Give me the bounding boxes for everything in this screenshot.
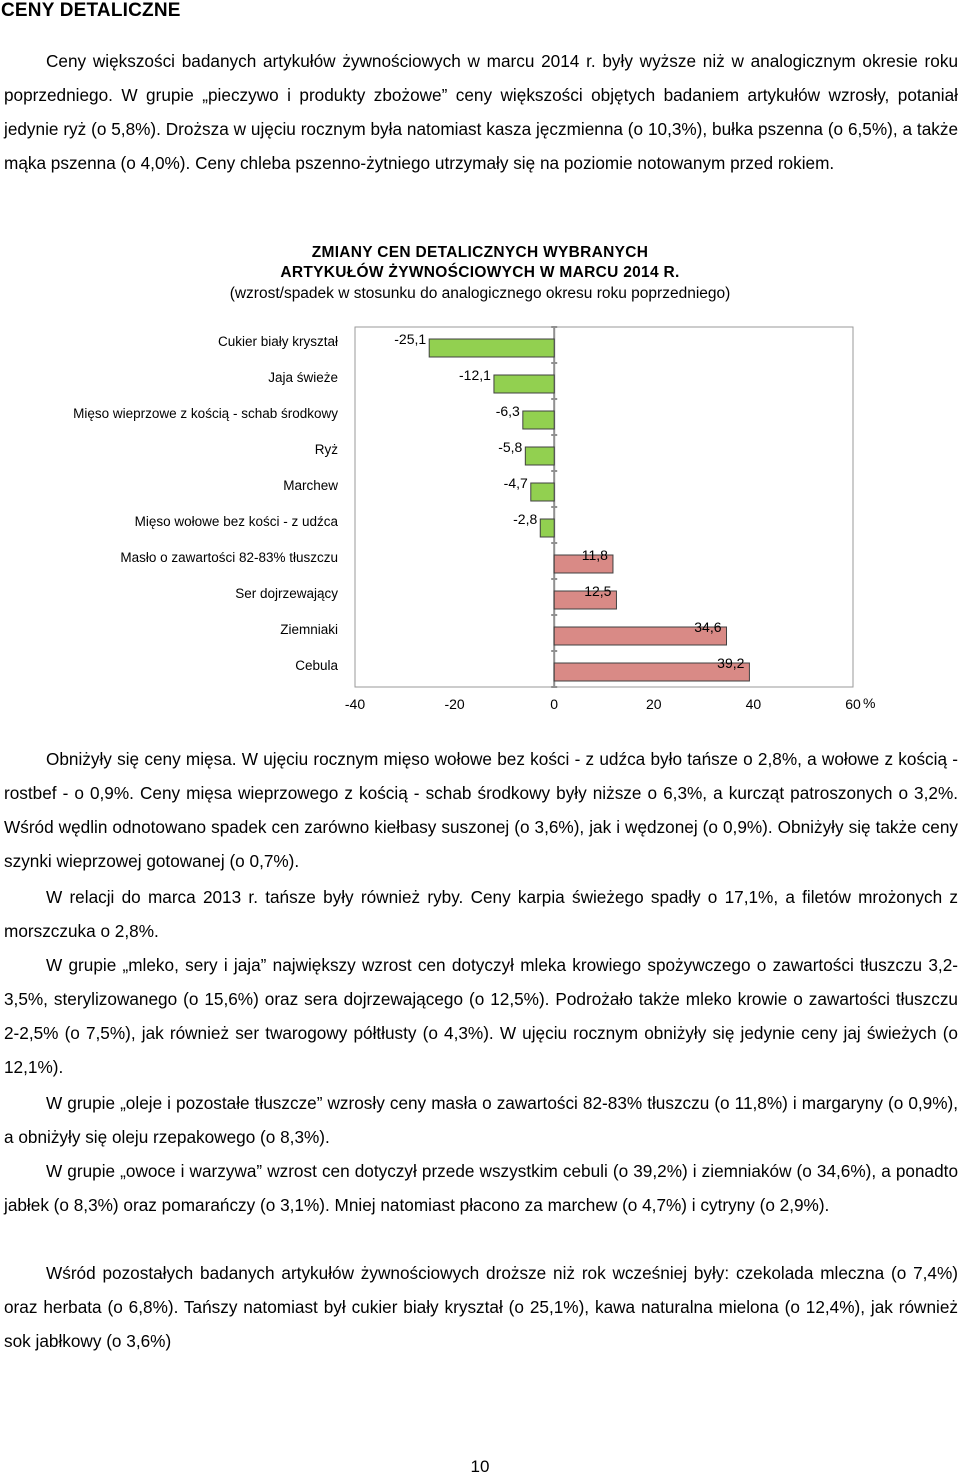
data-label: -12,1 (459, 367, 491, 383)
paragraph-oils: W grupie „oleje i pozostałe tłuszcze” wzrosły ceny masła o zawartości 82-83% tłuszczu (o 11,8%) i margaryny (o 0,9%), a obniżyły się oleju rzepakowego (o 8,3%). (4, 1093, 958, 1147)
data-label: 12,5 (584, 583, 612, 599)
data-label: -4,7 (503, 475, 528, 491)
paragraph-bread-cereals: Ceny większości badanych artykułów żywnościowych w marcu 2014 r. były wyższe niż w analogicznym okresie roku poprzedniego. W grupie „pieczywo i produkty zbożowe” ceny większości objętych badaniem artykułów wzrosły, potaniał jedynie ryż (o 5,8%). Droższa w ujęciu rocznym była natomiast kasza jęczmienna (o 10,3%), bułka pszenna (o 6,5%), a także mąka pszenna (o 4,0%). Ceny chleba pszenno-żytniego utrzymały się na poziomie notowanym przed rokiem. (4, 51, 958, 173)
paragraph-dairy: W grupie „mleko, sery i jaja” największy wzrost cen dotyczył mleka krowiego spożywczego o zawartości tłuszczu 3,2-3,5%, sterylizowanego (o 15,6%) oraz sera dojrzewającego (o 12,5%). Podrożało także mleko krowie o zawartości tłuszczu 2-2,5% (o 7,5%), jak również ser twarogowy półtłusty (o 4,3%). W ujęciu rocznym obniżyły się jedynie ceny jaj świeżych (o 12,1%). (4, 955, 958, 1077)
data-label: 34,6 (694, 619, 722, 635)
data-label: 39,2 (717, 655, 745, 671)
page-number: 10 (470, 1457, 490, 1476)
chart-title-line2: ARTYKUŁÓW ŻYWNOŚCIOWYCH W MARCU 2014 R. (280, 264, 680, 281)
tick-label: 20 (646, 696, 662, 712)
price-change-chart (0, 310, 960, 720)
bar (429, 339, 554, 357)
axis-unit-label: % (863, 695, 876, 711)
tick-label: -20 (444, 696, 465, 712)
data-label: 11,8 (581, 547, 608, 563)
bar (523, 411, 554, 429)
data-label: -2,8 (513, 511, 538, 527)
category-label: Jaja świeże (268, 370, 338, 385)
bar (540, 519, 554, 537)
category-label: Cukier biały kryształ (217, 334, 338, 349)
category-label: Ser dojrzewający (235, 586, 338, 601)
chart-subtitle: (wzrost/spadek w stosunku do analogicznego okresu roku poprzedniego) (229, 285, 731, 302)
category-label: Mięso wieprzowe z kością - schab środkowy (73, 406, 338, 421)
tick-label: -40 (344, 696, 366, 712)
bar (525, 447, 554, 465)
category-label: Masło o zawartości 82-83% tłuszczu (120, 550, 338, 565)
category-label: Mięso wołowe bez kości - z udźca (134, 514, 338, 529)
tick-label: 60 (845, 696, 861, 712)
data-label: -6,3 (495, 403, 520, 419)
category-label: Ryż (314, 442, 338, 457)
data-label: -25,1 (394, 331, 427, 347)
tick-label: 40 (745, 696, 762, 712)
category-label: Ziemniaki (280, 622, 338, 637)
category-label: Marchew (283, 478, 338, 493)
chart-title: ZMIANY CEN DETALICZNYCH WYBRANYCH (311, 244, 649, 261)
data-label: -5,8 (498, 439, 523, 455)
paragraph-meat: Obniżyły się ceny mięsa. W ujęciu rocznym mięso wołowe bez kości - z udźca było tańsze o 2,8%, a wołowe z kością - rostbef - o 0,9%. Ceny mięsa wieprzowego z kością - schab środkowy były niższe o 6,3%, a kurcząt patroszonych o 3,2%. Wśród wędlin odnotowano spadek cen zarówno kiełbasy suszonej (o 3,6%), jak i wędzonej (o 0,9%). Obniżyły się także ceny szynki wieprzowej gotowanej (o 0,7%). (4, 749, 958, 871)
section-heading: CENY DETALICZNE (1, 0, 181, 21)
paragraph-fish: W relacji do marca 2013 r. tańsze były również ryby. Ceny karpia świeżego spadły o 17,1%, a filetów mrożonych z morszczuka o 2,8%. (4, 887, 958, 941)
paragraph-fruit-veg: W grupie „owoce i warzywa” wzrost cen dotyczył przede wszystkim cebuli (o 39,2%) i ziemniaków (o 34,6%), a ponadto jabłek (o 8,3%) oraz pomarańczy (o 3,1%). Mniej natomiast płacono za marchew (o 4,7%) i cytryny (o 2,9%). (4, 1161, 958, 1215)
tick-label: 0 (550, 696, 559, 712)
paragraph-other: Wśród pozostałych badanych artykułów żywnościowych droższe niż rok wcześniej były: czekolada mleczna (o 7,4%) oraz herbata (o 6,8%). Tańszy natomiast był cukier biały kryształ (o 25,1%), kawa naturalna mielona (o 12,4%), jak również sok jabłkowy (o 3,6%) (4, 1263, 958, 1351)
bar (494, 375, 554, 393)
category-label: Cebula (295, 658, 338, 673)
bar (531, 483, 554, 501)
